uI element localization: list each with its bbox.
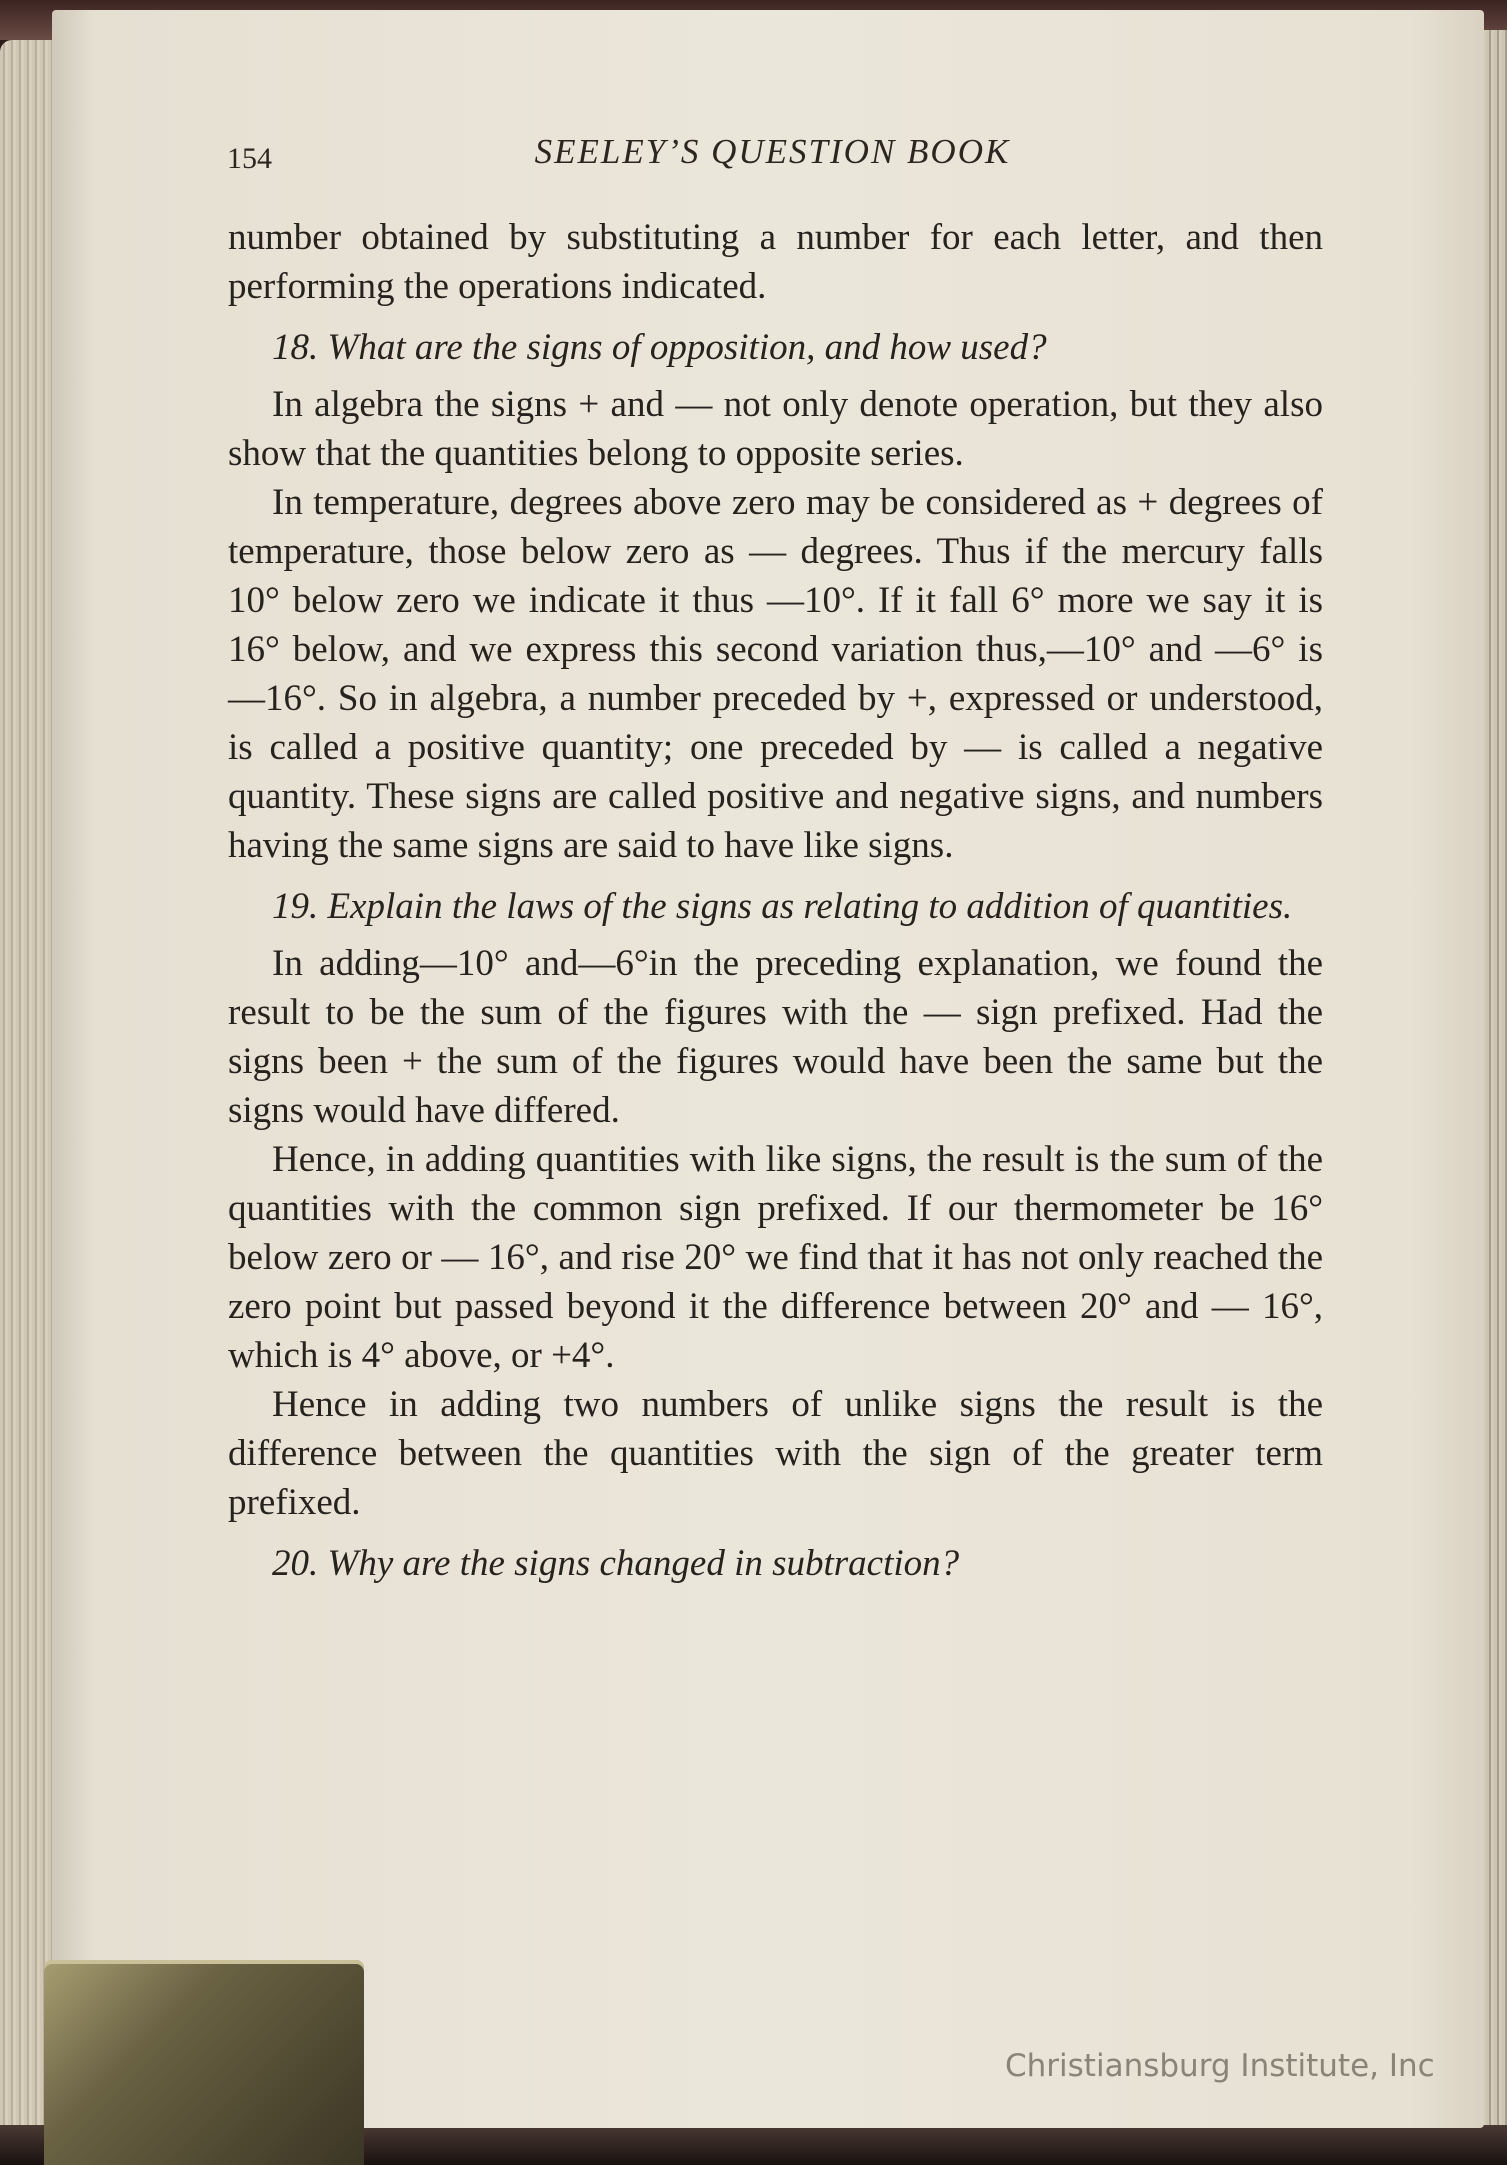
book-stand-wedge [44, 1960, 364, 2165]
body-paragraph: number obtained by substituting a number for each letter, and then performing the operations indicated. [228, 217, 1323, 307]
page-header [225, 130, 1320, 180]
body-paragraph: In algebra the signs + and — not only denote operation, but they also show that the quantities belong to opposite series. [228, 384, 1323, 474]
page-content [228, 213, 1323, 1596]
body-paragraph: In adding—10° and—6°in the preceding explanation, we found the result to be the sum of the figures with the — sign prefixed. Had the signs been + the sum of the figures would have been the same but the signs would have differed. [228, 943, 1323, 1131]
body-paragraph: In temperature, degrees above zero may be considered as + degrees of temperature, those below zero as — degrees. Thus if the mercury falls 10° below zero we indicate it thus —10°. If it fall 6° more we say it is 16° below, and we express this second variation thus,—10° and —6° is —16°. So in algebra, a number preceded by +, expressed or understood, is called a positive quantity; one preceded by — is called a negative quantity. These signs are called positive and negative signs, and numbers having the same signs are said to have like signs. [228, 482, 1323, 866]
question-heading-18: 18. What are the signs of opposition, and how used? [272, 327, 1047, 368]
question-heading-19: 19. Explain the laws of the signs as relating to addition of quantities. [272, 886, 1293, 927]
watermark: Christiansburg Institute, Inc [1005, 2048, 1435, 2084]
page-number: 154 [227, 142, 272, 175]
body-paragraph: Hence, in adding quantities with like signs, the result is the sum of the quantities with the common sign prefixed. If our thermometer be 16° below zero or — 16°, and rise 20° we find that it has not only reached the zero point but passed beyond it the difference between 20° and — 16°, which is 4° above, or +4°. [228, 1139, 1323, 1376]
page-stack-left [0, 40, 60, 2140]
body-paragraph: Hence in adding two numbers of unlike signs the result is the difference between the quantities with the sign of the greater term prefixed. [228, 1384, 1323, 1523]
running-title: SEELEY’S QUESTION BOOK [534, 132, 1011, 171]
question-heading-20: 20. Why are the signs changed in subtraction? [272, 1543, 960, 1584]
